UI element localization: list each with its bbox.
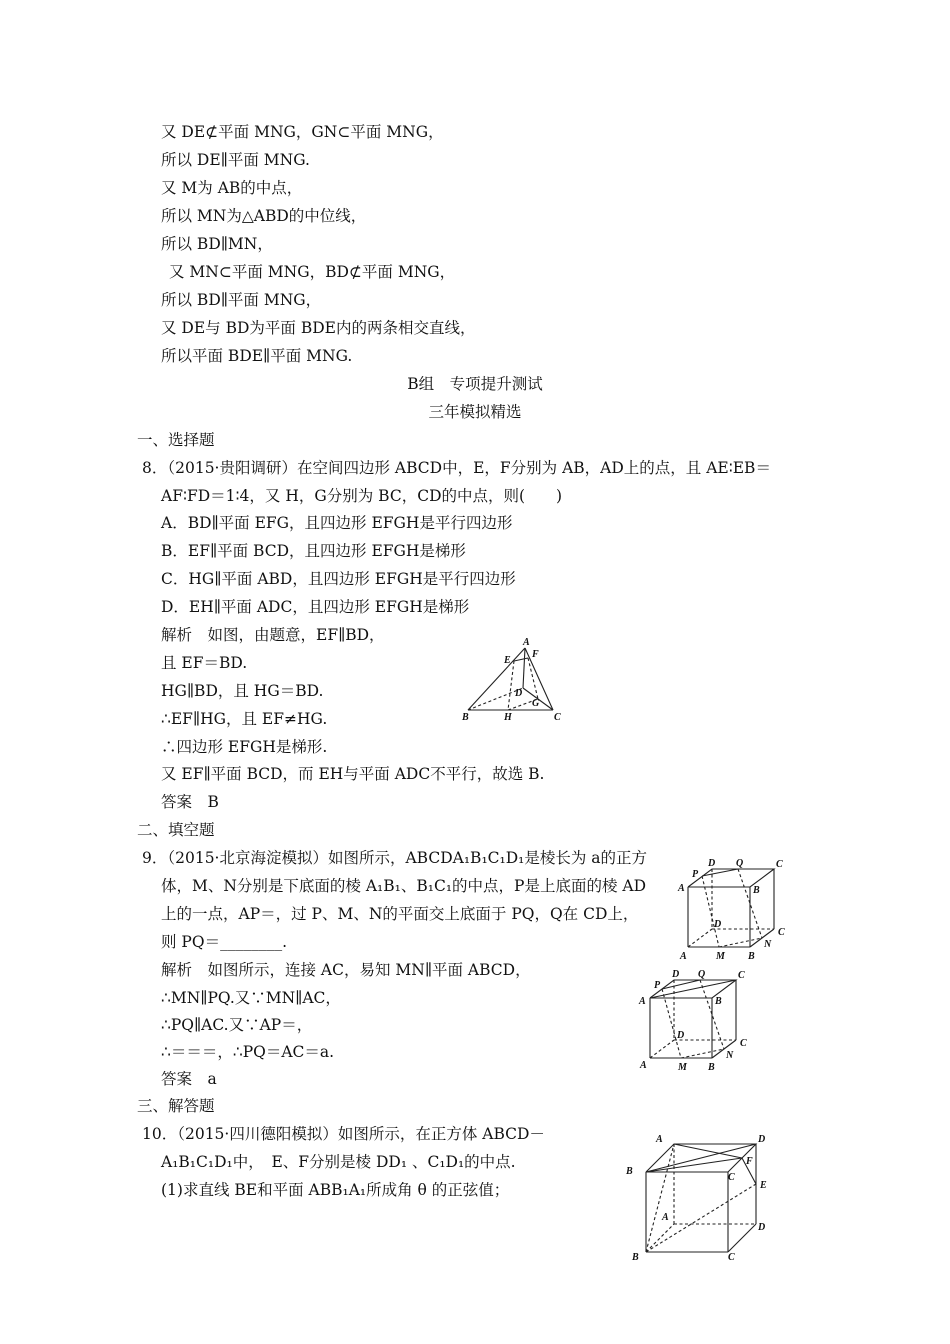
q10-stem-line-1: 10．（2015·四川德阳模拟）如图所示，在正方体 ABCD－ bbox=[142, 1125, 545, 1143]
label-a1: A bbox=[640, 1060, 647, 1071]
q9-analysis-4: ∴＝＝＝，∴PQ＝AC＝a. bbox=[161, 1043, 335, 1061]
q9-analysis-1: 解析 如图所示，连接 AC，易知 MN∥平面 ABCD， bbox=[161, 961, 531, 979]
label-e: E bbox=[504, 655, 511, 666]
q9-figure-cube-2 bbox=[636, 966, 756, 1073]
label-q: Q bbox=[736, 858, 744, 869]
label-c1: C bbox=[778, 927, 785, 938]
proof-line-1: 又 DE⊄平面 MNG，GN⊂平面 MNG， bbox=[161, 123, 444, 141]
label-e: E bbox=[760, 1180, 767, 1191]
q8-analysis-1: 解析 如图，由题意，EF∥BD， bbox=[161, 626, 385, 644]
q9-stem-line-3: 上的一点，AP＝，过 P、M、N的平面交上底面于 PQ，Q在 CD上， bbox=[161, 905, 639, 923]
q8-stem-line-2: AF∶FD＝1∶4，又 H，G分别为 BC，CD的中点，则( ) bbox=[161, 487, 563, 505]
q9-analysis-3: ∴PQ∥AC.又∵AP＝， bbox=[161, 1016, 313, 1034]
label-b: B bbox=[753, 885, 760, 896]
label-h: H bbox=[504, 712, 512, 723]
group-title: B组 专项提升测试 bbox=[407, 375, 543, 393]
label-a1: A bbox=[656, 1134, 663, 1145]
group-subtitle: 三年模拟精选 bbox=[428, 403, 522, 421]
proof-line-3: 又 M为 AB的中点， bbox=[161, 179, 303, 197]
label-c: C bbox=[554, 712, 561, 723]
label-b1: B bbox=[748, 951, 755, 962]
proof-line-7: 所以 BD∥平面 MNG， bbox=[161, 291, 322, 309]
q10-stem-line-2: A₁B₁C₁D₁中， E、F分别是棱 DD₁ 、C₁D₁的中点. bbox=[161, 1153, 516, 1171]
label-d1: D bbox=[677, 1030, 685, 1041]
top-face bbox=[688, 869, 774, 887]
edge-ad bbox=[523, 648, 525, 688]
label-d: D bbox=[672, 969, 680, 980]
proof-line-8: 又 DE与 BD为平面 BDE内的两条相交直线， bbox=[161, 319, 476, 337]
edge-cd bbox=[728, 1224, 756, 1252]
label-d: D bbox=[708, 858, 716, 869]
label-a1: A bbox=[680, 951, 687, 962]
q9-analysis-2: ∴MN∥PQ.又∵MN∥AC， bbox=[161, 989, 341, 1007]
q8-option-c: C．HG∥平面 ABD，且四边形 EFGH是平行四边形 bbox=[161, 570, 516, 588]
edge-eh bbox=[508, 661, 514, 710]
q8-figure-tetrahedron bbox=[460, 636, 570, 726]
q8-option-b: B．EF∥平面 BCD，且四边形 EFGH是梯形 bbox=[161, 542, 466, 560]
label-p: P bbox=[654, 980, 661, 991]
q8-option-a: A．BD∥平面 EFG，且四边形 EFGH是平行四边形 bbox=[161, 514, 513, 532]
edge-a1d1 bbox=[650, 1040, 674, 1058]
section-heading-choice: 一、选择题 bbox=[137, 431, 215, 449]
q9-stem-line-1: 9．（2015·北京海淀模拟）如图所示，ABCDA₁B₁C₁D₁是棱长为 a的正方 bbox=[142, 849, 648, 867]
label-d1: D bbox=[714, 919, 722, 930]
label-c: C bbox=[738, 970, 745, 981]
label-g: G bbox=[532, 698, 540, 709]
label-m: M bbox=[678, 1062, 687, 1073]
label-d1: D bbox=[758, 1134, 766, 1145]
label-c: C bbox=[776, 859, 783, 870]
label-p: P bbox=[692, 869, 699, 880]
label-c: C bbox=[728, 1252, 735, 1263]
q10-figure-cube bbox=[624, 1130, 774, 1263]
label-m: M bbox=[716, 951, 725, 962]
label-a: A bbox=[662, 1212, 669, 1223]
label-a: A bbox=[639, 996, 646, 1007]
proof-line-4: 所以 MN为△ABD的中位线， bbox=[161, 207, 367, 225]
label-a: A bbox=[678, 883, 685, 894]
edge-pm bbox=[662, 989, 681, 1058]
q8-analysis-3: HG∥BD，且 HG＝BD. bbox=[161, 682, 324, 700]
q8-analysis-6: 又 EF∥平面 BCD，而 EH与平面 ADC不平行，故选 B. bbox=[161, 765, 545, 783]
edge-ab bbox=[646, 1224, 674, 1252]
label-n: N bbox=[764, 939, 772, 950]
q9-figure-cube-1 bbox=[676, 855, 796, 962]
q8-option-d: D．EH∥平面 ADC，且四边形 EFGH是梯形 bbox=[161, 598, 470, 616]
q10-part-1: (1)求直线 BE和平面 ABB₁A₁所成角 θ 的正弦值； bbox=[161, 1181, 510, 1199]
label-d: D bbox=[758, 1222, 766, 1233]
q9-stem-line-4: 则 PQ＝________. bbox=[161, 933, 287, 951]
q8-analysis-5: ∴四边形 EFGH是梯形. bbox=[161, 738, 328, 756]
q8-answer: 答案 B bbox=[161, 793, 219, 811]
label-b: B bbox=[715, 996, 722, 1007]
q8-stem-line-1: 8．（2015·贵阳调研）在空间四边形 ABCD中，E，F分别为 AB，AD上的点，且 AE∶EB＝ bbox=[142, 459, 771, 477]
q9-answer: 答案 a bbox=[161, 1070, 217, 1088]
label-c1: C bbox=[728, 1172, 735, 1183]
proof-line-6: 又 MN⊂平面 MNG，BD⊄平面 MNG， bbox=[169, 263, 456, 281]
label-b: B bbox=[632, 1252, 639, 1263]
proof-line-2: 所以 DE∥平面 MNG. bbox=[161, 151, 310, 169]
label-b1: B bbox=[626, 1166, 633, 1177]
edge-a1d1 bbox=[688, 929, 712, 947]
label-f: F bbox=[746, 1156, 753, 1167]
section-heading-solve: 三、解答题 bbox=[137, 1097, 215, 1115]
q8-analysis-2: 且 EF＝BD. bbox=[161, 654, 248, 672]
label-d: D bbox=[515, 688, 523, 699]
q8-analysis-4: ∴EF∥HG，且 EF≠HG. bbox=[161, 710, 328, 728]
label-b: B bbox=[462, 712, 469, 723]
q9-stem-line-2: 体，M、N分别是下底面的棱 A₁B₁、B₁C₁的中点，P是上底面的棱 AD bbox=[161, 877, 647, 895]
proof-line-9: 所以平面 BDE∥平面 MNG. bbox=[161, 347, 353, 365]
label-q: Q bbox=[698, 969, 706, 980]
label-b1: B bbox=[708, 1062, 715, 1073]
section-heading-fill: 二、填空题 bbox=[137, 821, 215, 839]
proof-line-5: 所以 BD∥MN， bbox=[161, 235, 273, 253]
label-n: N bbox=[726, 1050, 734, 1061]
label-c1: C bbox=[740, 1038, 747, 1049]
edge-ba bbox=[468, 648, 525, 710]
label-f: F bbox=[532, 649, 539, 660]
edge-ba1 bbox=[646, 1144, 674, 1252]
label-a: A bbox=[523, 637, 530, 648]
